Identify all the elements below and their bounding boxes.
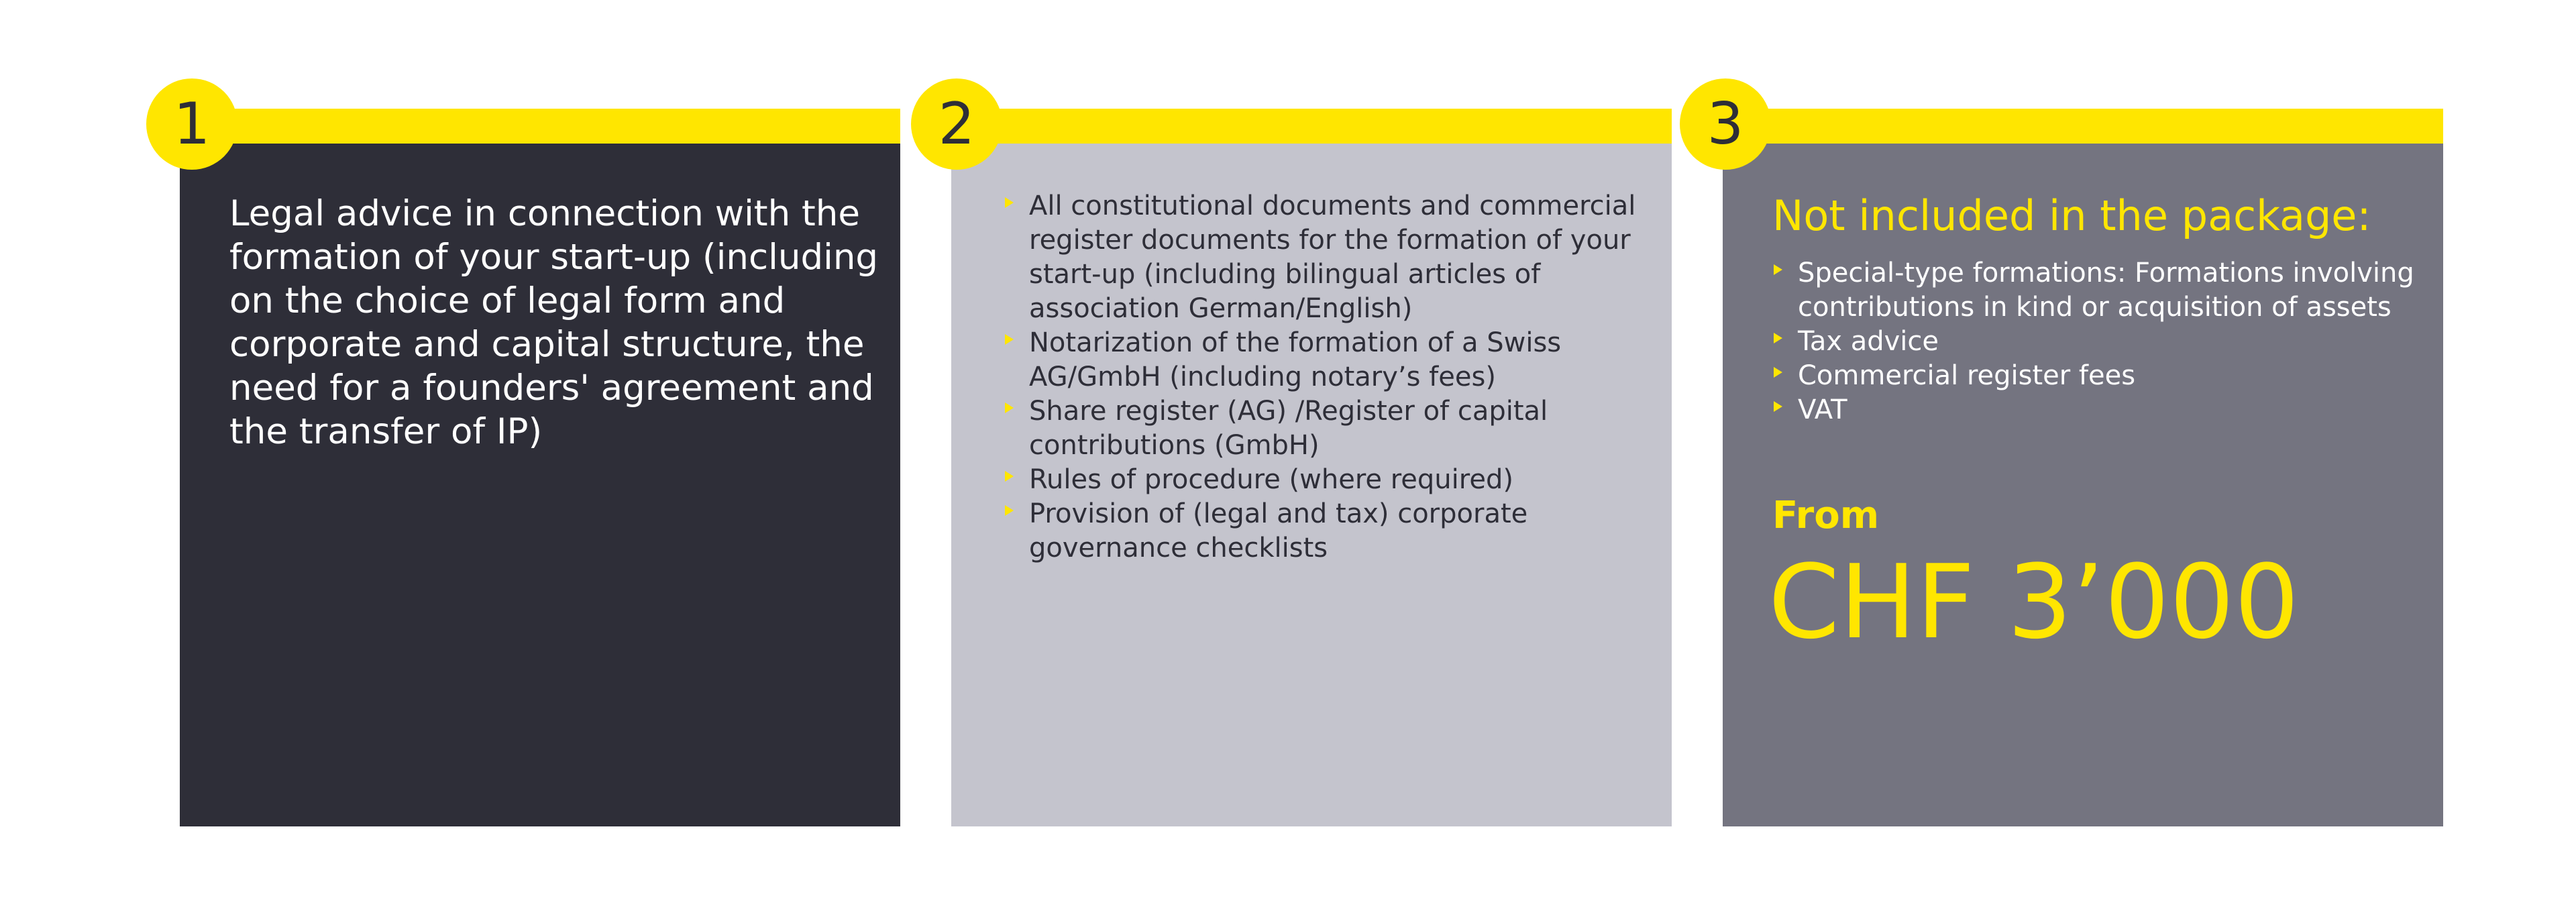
list-item (1004, 189, 1648, 326)
card-top-bar (951, 109, 1672, 144)
list-item (1772, 256, 2416, 325)
step-card-2 (951, 109, 1672, 826)
bullet-triangle-icon (1774, 367, 1782, 378)
price-prefix: From (1772, 494, 1880, 537)
included-services-list (1004, 189, 1648, 565)
list-item-text: VAT (1798, 394, 1847, 425)
bullet-triangle-icon (1005, 197, 1014, 208)
card-panel (951, 144, 1672, 826)
list-item-text: Commercial register fees (1798, 360, 2136, 391)
list-item (1772, 393, 2416, 427)
list-item-text: Tax advice (1798, 326, 1939, 357)
bullet-triangle-icon (1005, 402, 1014, 413)
list-item-text: Provision of (legal and tax) corporate governance checklists (1029, 498, 1528, 563)
step-number-badge-2: 2 (911, 78, 1002, 170)
not-included-heading: Not included in the package: (1772, 191, 2371, 240)
list-item-text: Notarization of the formation of a Swiss AG/GmbH (including notary’s fees) (1029, 327, 1562, 392)
card-panel (1723, 144, 2443, 826)
step-card-3 (1723, 109, 2443, 826)
card-top-bar (180, 109, 900, 144)
bullet-triangle-icon (1005, 334, 1014, 345)
list-item (1004, 394, 1648, 463)
bullet-triangle-icon (1005, 505, 1014, 516)
list-item-text: All constitutional documents and commercial register documents for the formation of your start-up (including bilingual articles of association German/English) (1029, 191, 1636, 324)
list-item-text: Special-type formations: Formations involving contributions in kind or acquisition of assets (1798, 258, 2414, 323)
card-top-bar (1723, 109, 2443, 144)
card-panel (180, 144, 900, 826)
step-number-badge-1: 1 (146, 78, 237, 170)
step-1-description: Legal advice in connection with the formation of your start-up (including on the choice of legal form and corporate and capital structure, the need for a founders' agreement and the transfer of IP) (229, 193, 879, 452)
list-item (1004, 326, 1648, 394)
bullet-triangle-icon (1774, 401, 1782, 412)
step-number-badge-3: 3 (1680, 78, 1771, 170)
step-card-1 (180, 109, 900, 826)
list-item (1772, 359, 2416, 393)
bullet-triangle-icon (1774, 333, 1782, 343)
bullet-triangle-icon (1005, 471, 1014, 482)
price-value: CHF 3’000 (1768, 543, 2300, 661)
list-item (1772, 325, 2416, 359)
list-item (1004, 497, 1648, 565)
list-item-text: Rules of procedure (where required) (1029, 464, 1513, 495)
bullet-triangle-icon (1774, 264, 1782, 275)
list-item (1004, 463, 1648, 497)
list-item-text: Share register (AG) /Register of capital contributions (GmbH) (1029, 396, 1548, 461)
not-included-list (1772, 256, 2416, 427)
